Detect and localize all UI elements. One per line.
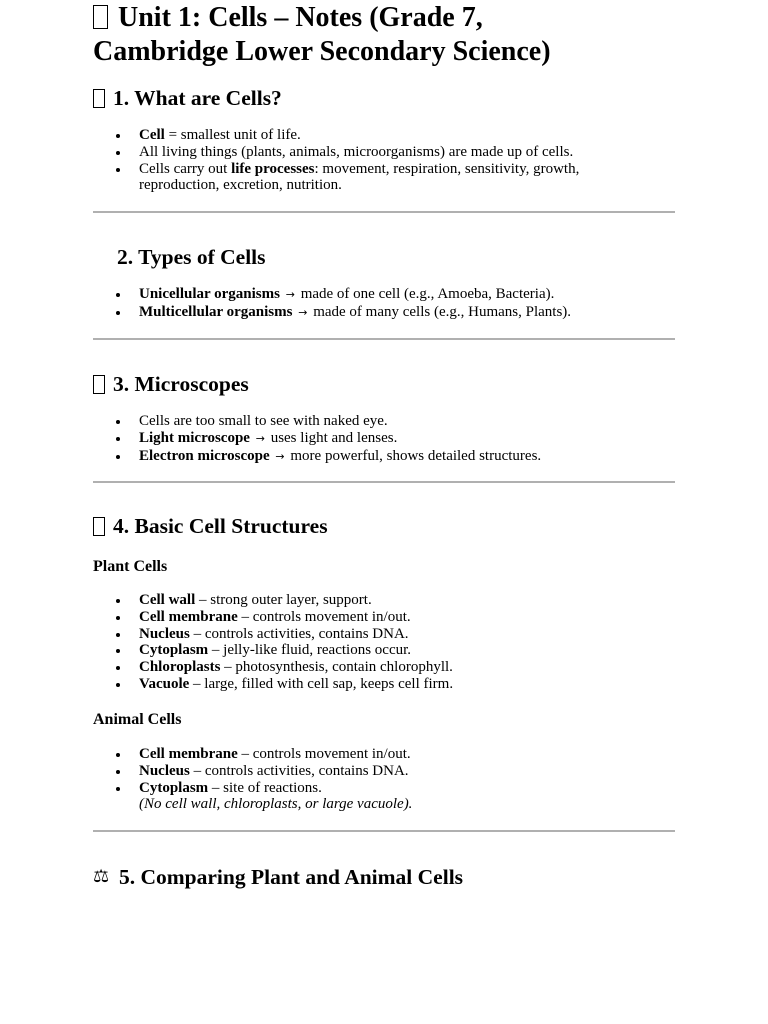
plant-cells-subheading: Plant Cells	[93, 558, 168, 575]
section-3-heading: 3. Microscopes	[93, 371, 675, 397]
page-title	[93, 0, 675, 69]
animal-cells-list	[93, 746, 675, 813]
section-4-heading: 4. Basic Cell Structures	[93, 513, 675, 539]
list-item: Light microscope → uses light and lenses.	[139, 430, 675, 448]
list-item: Cytoplasm – site of reactions.	[139, 780, 675, 797]
balance-scale-icon: ⚖	[93, 866, 110, 887]
list-item: Vacuole – large, filled with cell sap, keeps cell firm.	[139, 676, 675, 693]
list-item: Chloroplasts – photosynthesis, contain chlorophyll.	[139, 659, 675, 676]
list-item: Nucleus – controls activities, contains DNA.	[139, 763, 675, 780]
list-item: Cells carry out life processes: movement, respiration, sensitivity, growth,	[139, 161, 675, 178]
title-line-2: Cambridge Lower Secondary Science)	[93, 36, 551, 67]
section-divider	[93, 830, 675, 832]
right-arrow-icon: →	[298, 305, 308, 319]
section-1-list	[93, 127, 675, 194]
section-2-list	[93, 286, 675, 322]
list-item: Multicellular organisms → made of many cells (e.g., Humans, Plants).	[139, 304, 675, 322]
list-item: Cells are too small to see with naked eye.	[139, 413, 675, 430]
list-item-note: (No cell wall, chloroplasts, or large vacuole).	[139, 796, 413, 813]
right-arrow-icon: →	[285, 288, 295, 301]
list-item: Cell wall – strong outer layer, support.	[139, 592, 675, 609]
missing-emoji-icon	[93, 517, 105, 536]
list-item: Electron microscope → more powerful, shows detailed structures.	[139, 448, 675, 466]
list-item-continuation: reproduction, excretion, nutrition.	[139, 177, 342, 194]
section-2-heading: 2. Types of Cells	[117, 245, 266, 269]
title-line-1: Unit 1: Cells – Notes (Grade 7,	[118, 2, 483, 33]
section-3-list	[93, 413, 675, 465]
list-item: Nucleus – controls activities, contains DNA.	[139, 626, 675, 643]
animal-cells-subheading: Animal Cells	[93, 711, 182, 728]
missing-emoji-icon	[93, 5, 108, 29]
list-item: Cytoplasm – jelly-like fluid, reactions occur.	[139, 642, 675, 659]
list-item: All living things (plants, animals, microorganisms) are made up of cells.	[139, 144, 675, 161]
right-arrow-icon: →	[275, 449, 285, 463]
section-5-heading: ⚖ 5. Comparing Plant and Animal Cells	[93, 865, 464, 889]
missing-emoji-icon	[93, 89, 105, 108]
plant-cells-list	[93, 592, 675, 693]
list-item: Unicellular organisms → made of one cell (e.g., Amoeba, Bacteria).	[139, 286, 675, 304]
right-arrow-icon: →	[255, 431, 265, 445]
section-1-heading: 1. What are Cells?	[93, 85, 675, 111]
section-divider	[93, 211, 675, 213]
section-divider	[93, 338, 675, 340]
missing-emoji-icon	[93, 375, 105, 394]
list-item: Cell membrane – controls movement in/out.	[139, 609, 675, 626]
list-item: Cell membrane – controls movement in/out.	[139, 746, 675, 763]
section-divider	[93, 481, 675, 483]
list-item: Cell = smallest unit of life.	[139, 127, 675, 144]
